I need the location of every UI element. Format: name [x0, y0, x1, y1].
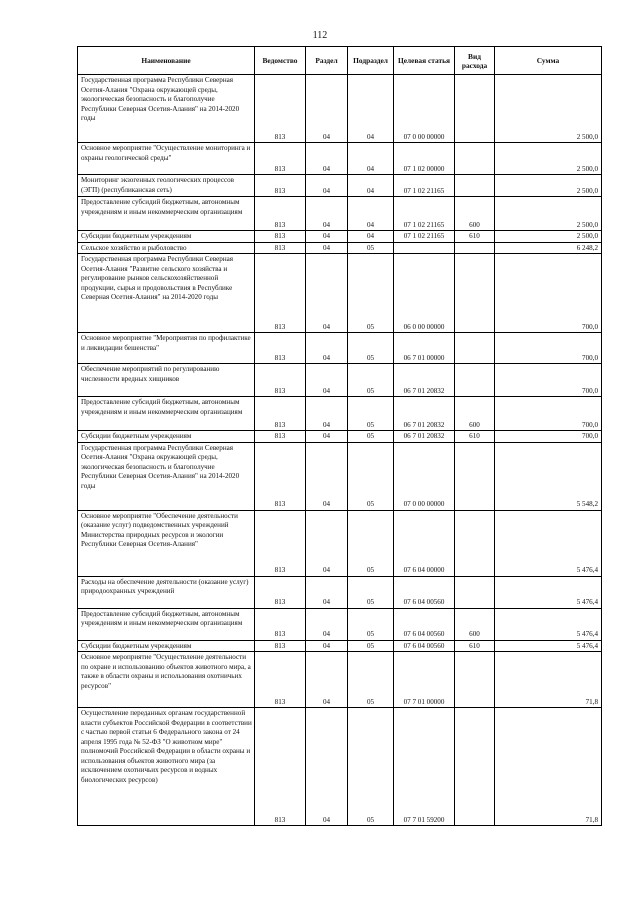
- row-department: 813: [255, 242, 306, 254]
- table-row: [78, 242, 602, 254]
- row-subsection: 05: [348, 652, 394, 708]
- table-row: [78, 431, 602, 443]
- row-expense-type: [455, 242, 495, 254]
- row-subsection: 05: [348, 576, 394, 608]
- row-section: 04: [306, 397, 348, 431]
- row-section: 04: [306, 431, 348, 443]
- row-target-article: [394, 242, 455, 254]
- table-row: [78, 576, 602, 608]
- row-subsection: 05: [348, 640, 394, 652]
- row-sum: 5 476,4: [495, 608, 602, 640]
- row-expense-type: [455, 333, 495, 364]
- row-name: Предоставление субсидий бюджетным, автономным учреждениям и иным некоммерческим организациям: [78, 397, 255, 431]
- row-target-article: 07 1 02 21165: [394, 197, 455, 231]
- row-department: 813: [255, 75, 306, 143]
- row-department: 813: [255, 143, 306, 175]
- table-row: [78, 640, 602, 652]
- row-subsection: 05: [348, 397, 394, 431]
- row-target-article: 07 1 02 00000: [394, 143, 455, 175]
- row-target-article: 07 1 02 21165: [394, 175, 455, 197]
- row-section: 04: [306, 652, 348, 708]
- row-subsection: 05: [348, 442, 394, 510]
- row-sum: 6 248,2: [495, 242, 602, 254]
- row-sum: 2 500,0: [495, 75, 602, 143]
- row-target-article: 06 0 00 00000: [394, 254, 455, 333]
- row-sum: 700,0: [495, 364, 602, 397]
- row-subsection: 05: [348, 333, 394, 364]
- row-department: 813: [255, 254, 306, 333]
- row-section: 04: [306, 510, 348, 576]
- row-target-article: 07 7 01 00000: [394, 652, 455, 708]
- row-name: Мониторинг экзогенных геологических процессов (ЭГП) (республиканская сеть): [78, 175, 255, 197]
- row-expense-type: 610: [455, 231, 495, 243]
- row-sum: 700,0: [495, 397, 602, 431]
- table-row: [78, 231, 602, 243]
- table-row: [78, 364, 602, 397]
- row-name: Обеспечение мероприятий по регулированию численности вредных хищников: [78, 364, 255, 397]
- table-row: [78, 143, 602, 175]
- row-section: 04: [306, 143, 348, 175]
- row-sum: 2 500,0: [495, 231, 602, 243]
- row-section: 04: [306, 75, 348, 143]
- row-name: Основное мероприятие "Обеспечение деятельности (оказание услуг) подведомственных учреждений Министерства природных ресурсов и экологии Республики Северная Осетия-Алания": [78, 510, 255, 576]
- row-name: Предоставление субсидий бюджетным, автономным учреждениям и иным некоммерческим организациям: [78, 608, 255, 640]
- row-name: Основное мероприятие "Осуществление мониторинга и охраны геологической среды": [78, 143, 255, 175]
- row-name: Субсидии бюджетным учреждениям: [78, 431, 255, 443]
- row-target-article: 06 7 01 20832: [394, 364, 455, 397]
- table-row: [78, 75, 602, 143]
- row-department: 813: [255, 431, 306, 443]
- row-section: 04: [306, 364, 348, 397]
- row-subsection: 05: [348, 242, 394, 254]
- row-target-article: 07 6 04 00000: [394, 510, 455, 576]
- row-subsection: 05: [348, 431, 394, 443]
- row-subsection: 05: [348, 510, 394, 576]
- row-section: 04: [306, 197, 348, 231]
- row-department: 813: [255, 608, 306, 640]
- row-target-article: 07 0 00 00000: [394, 75, 455, 143]
- row-expense-type: [455, 442, 495, 510]
- row-name: Основное мероприятие "Мероприятия по профилактике и ликвидации бешенства": [78, 333, 255, 364]
- row-name: Предоставление субсидий бюджетным, автономным учреждениям и иным некоммерческим организациям: [78, 197, 255, 231]
- row-expense-type: [455, 708, 495, 826]
- row-section: 04: [306, 576, 348, 608]
- table-row: [78, 510, 602, 576]
- row-sum: 71,8: [495, 708, 602, 826]
- header-section: Раздел: [306, 47, 348, 75]
- row-subsection: 04: [348, 143, 394, 175]
- row-department: 813: [255, 231, 306, 243]
- row-sum: 2 500,0: [495, 197, 602, 231]
- row-sum: 5 476,4: [495, 640, 602, 652]
- row-name: Расходы на обеспечение деятельности (оказание услуг) природоохранных учреждений: [78, 576, 255, 608]
- row-department: 813: [255, 708, 306, 826]
- header-subsection: Подраздел: [348, 47, 394, 75]
- row-name: Государственная программа Республики Северная Осетия-Алания "Охрана окружающей среды, экологическая безопасность и благополучие Республики Северная Осетия-Алания" на 2014-2020 годы: [78, 75, 255, 143]
- row-expense-type: [455, 652, 495, 708]
- table-row: [78, 397, 602, 431]
- row-subsection: 05: [348, 608, 394, 640]
- row-target-article: 07 1 02 21165: [394, 231, 455, 243]
- row-name: Субсидии бюджетным учреждениям: [78, 640, 255, 652]
- row-sum: 2 500,0: [495, 175, 602, 197]
- row-department: 813: [255, 175, 306, 197]
- row-department: 813: [255, 197, 306, 231]
- table-row: [78, 333, 602, 364]
- row-section: 04: [306, 231, 348, 243]
- row-sum: 5 548,2: [495, 442, 602, 510]
- row-section: 04: [306, 175, 348, 197]
- row-department: 813: [255, 652, 306, 708]
- row-target-article: 07 6 04 00560: [394, 640, 455, 652]
- table-row: [78, 175, 602, 197]
- row-expense-type: 600: [455, 608, 495, 640]
- header-name: Наименование: [78, 47, 255, 75]
- row-section: 04: [306, 242, 348, 254]
- row-expense-type: [455, 143, 495, 175]
- row-section: 04: [306, 442, 348, 510]
- row-section: 04: [306, 708, 348, 826]
- row-department: 813: [255, 364, 306, 397]
- row-expense-type: [455, 510, 495, 576]
- row-expense-type: 600: [455, 197, 495, 231]
- row-target-article: 07 0 00 00000: [394, 442, 455, 510]
- row-section: 04: [306, 608, 348, 640]
- row-department: 813: [255, 576, 306, 608]
- header-expense-type: Вид расхода: [455, 47, 495, 75]
- row-sum: 700,0: [495, 254, 602, 333]
- table-row: [78, 652, 602, 708]
- row-target-article: 07 6 04 00560: [394, 576, 455, 608]
- row-subsection: 04: [348, 197, 394, 231]
- row-department: 813: [255, 397, 306, 431]
- table-header-row: [78, 47, 602, 75]
- page-number: 112: [312, 30, 328, 41]
- row-name: Субсидии бюджетным учреждениям: [78, 231, 255, 243]
- table-row: [78, 442, 602, 510]
- row-target-article: 06 7 01 20832: [394, 397, 455, 431]
- row-section: 04: [306, 333, 348, 364]
- row-target-article: 07 7 01 59200: [394, 708, 455, 826]
- row-sum: 2 500,0: [495, 143, 602, 175]
- row-expense-type: 610: [455, 431, 495, 443]
- row-expense-type: 600: [455, 397, 495, 431]
- row-department: 813: [255, 442, 306, 510]
- row-target-article: 06 7 01 20832: [394, 431, 455, 443]
- table-row: [78, 608, 602, 640]
- row-name: Государственная программа Республики Северная Осетия-Алания "Развитие сельского хозяйства и регулирование рынков сельскохозяйственной продукции, сырья и продовольствия в Республике Северная Осетия-Алания" на 2014-2020 годы: [78, 254, 255, 333]
- row-expense-type: [455, 175, 495, 197]
- row-target-article: 06 7 01 00000: [394, 333, 455, 364]
- header-department: Ведомство: [255, 47, 306, 75]
- row-sum: 5 476,4: [495, 510, 602, 576]
- row-expense-type: [455, 75, 495, 143]
- header-target-article: Целевая статья: [394, 47, 455, 75]
- row-name: Государственная программа Республики Северная Осетия-Алания "Охрана окружающей среды, экологическая безопасность и благополучие Республики Северная Осетия-Алания" на 2014-2020 годы: [78, 442, 255, 510]
- row-department: 813: [255, 333, 306, 364]
- row-section: 04: [306, 640, 348, 652]
- row-expense-type: [455, 364, 495, 397]
- row-section: 04: [306, 254, 348, 333]
- row-sum: 71,8: [495, 652, 602, 708]
- table-row: [78, 708, 602, 826]
- row-subsection: 05: [348, 708, 394, 826]
- row-subsection: 04: [348, 231, 394, 243]
- row-subsection: 05: [348, 364, 394, 397]
- row-subsection: 05: [348, 254, 394, 333]
- row-target-article: 07 6 04 00560: [394, 608, 455, 640]
- row-department: 813: [255, 510, 306, 576]
- row-name: Основное мероприятие "Осуществление деятельности по охране и использованию объектов животного мира, а также в области охраны и использования охотничьих ресурсов": [78, 652, 255, 708]
- row-department: 813: [255, 640, 306, 652]
- row-name: Сельское хозяйство и рыболовство: [78, 242, 255, 254]
- table-row: [78, 197, 602, 231]
- row-sum: 700,0: [495, 333, 602, 364]
- row-expense-type: [455, 576, 495, 608]
- row-sum: 5 476,4: [495, 576, 602, 608]
- header-sum: Сумма: [495, 47, 602, 75]
- row-expense-type: 610: [455, 640, 495, 652]
- row-name: Осуществление переданных органам государственной власти субъектов Российской Федерации в соответствии с частью первой статьи 6 Федерального закона от 24 апреля 1995 года № 52-ФЗ "О животном мире" полномочий Российской Федерации в области охраны и использования объектов животного мира (за исключением охотничьих ресурсов и водных биологических ресурсов): [78, 708, 255, 826]
- row-subsection: 04: [348, 175, 394, 197]
- table-row: [78, 254, 602, 333]
- row-sum: 700,0: [495, 431, 602, 443]
- row-subsection: 04: [348, 75, 394, 143]
- row-expense-type: [455, 254, 495, 333]
- budget-table: [77, 46, 602, 826]
